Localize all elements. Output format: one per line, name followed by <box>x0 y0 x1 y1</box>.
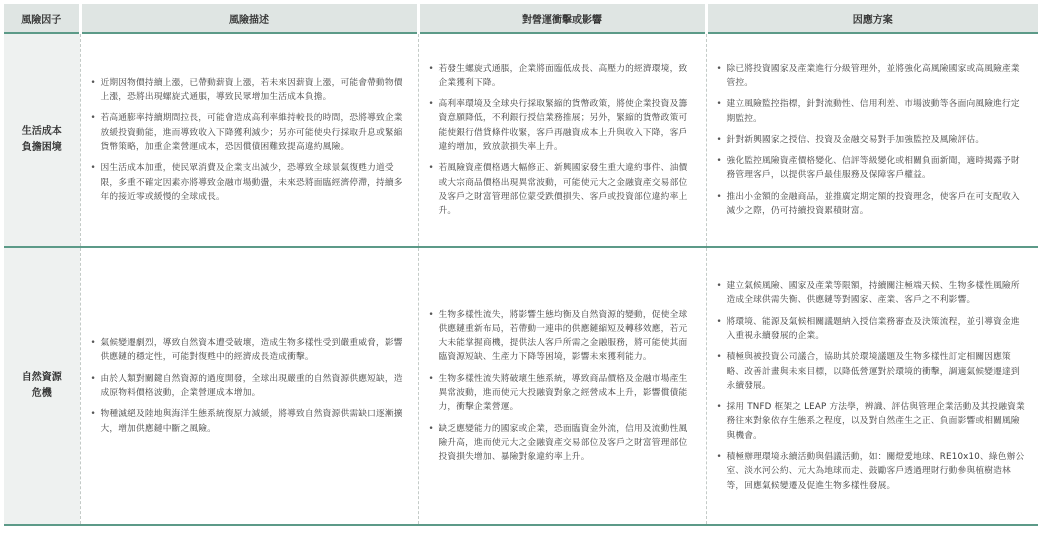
list-item: • 生物多樣性流失，將影響生態均衡及自然資源的變動，促使全球供應鏈重新布局，若帶動一連串的供應鏈縮短及轉移效應，若元大未能掌握商機，提供法人客戶所需之金融服務，將可能使其面臨資源短缺、生產力下降等困境，影響未來獲利能力。 <box>429 308 694 365</box>
header-impact: 對營運衝擊或影響 <box>418 4 706 33</box>
list-item: • 針對新興國家之授信、投資及金融交易對手加強監控及風險評估。 <box>717 133 1027 147</box>
impact-cell <box>418 33 706 247</box>
list-item: • 因生活成本加重，使民眾消費及企業支出減少，恐導致全球景氣復甦力道受限，多重不確定因素亦將導致金融市場動盪，未來恐將面臨經濟停滯，持續多年的接近零或緩慢的全球成長。 <box>91 161 406 204</box>
header-factor: 風險因子 <box>4 4 80 33</box>
list-item: • 推出小金額的金融商品，並推廣定期定額的投資理念，使客戶在可支配收入減少之際，仍可持續投資累積財富。 <box>717 190 1027 219</box>
list-item: • 若發生螺旋式通脹，企業將面臨低成長、高壓力的經濟環境，致企業獲利下降。 <box>429 62 694 91</box>
response-cell <box>706 247 1038 525</box>
risk-factor-cell <box>4 247 80 525</box>
list-item: • 物種滅絕及陸地與海洋生態系統復原力減緩，將導致自然資源供需缺口逐漸擴大，增加供應鏈中斷之風險。 <box>91 407 406 436</box>
list-item: • 若風險資產價格遇大幅修正、新興國家發生重大違約事件、油價或大宗商品價格出現異常波動，可能使元大之金融資產交易部位及客戶之財富管理部位蒙受跌價損失、客戶或投資部位違約率上升。 <box>429 161 694 218</box>
table-row <box>4 247 1038 525</box>
risk-table <box>4 4 1038 526</box>
risk-description-cell <box>80 247 418 525</box>
response-cell <box>706 33 1038 247</box>
list-item: • 積極辦理環境永續活動與倡議活動，如：關燈愛地球、RE10x10、綠色辦公室、淡水河公約、元大為地球而走、鼓勵客戶透過理財行動參與植樹造林等，回應氣候變遷及促進生物多樣性發展。 <box>717 450 1027 493</box>
list-item: • 生物多樣性流失將破壞生態系統，導致商品價格及金融市場產生異常波動，進而使元大投融資對象之經營成本上升，影響償債能力，衝擊企業營運。 <box>429 372 694 415</box>
list-item: • 由於人類對關鍵自然資源的過度開發，全球出現嚴重的自然資源供應短缺，造成原物料價格波動，企業營運成本增加。 <box>91 372 406 401</box>
list-item: • 強化監控風險資產價格變化、信評等級變化或相關負面新聞，適時揭露予財務管理客戶，以提供客戶最佳服務及保障客戶權益。 <box>717 154 1027 183</box>
risk-factor-label: 生活成本 負擔困境 <box>21 126 62 153</box>
impact-cell <box>418 247 706 525</box>
risk-factor-label: 自然資源 危機 <box>21 372 62 399</box>
list-item: • 建立氣候風險、國家及產業等限額，持續關注極端天候、生物多樣性風險所造成全球供需失衡、供應鏈等對國家、產業、客戶之不利影響。 <box>717 279 1027 308</box>
table-row <box>4 33 1038 247</box>
header-response: 因應方案 <box>706 4 1038 33</box>
header-row <box>4 4 1038 33</box>
list-item: • 若高通膨率持續期間拉長，可能會造成高利率維持較長的時間，恐將導致企業放緩投資動能，進而導致收入下降獲利減少；另亦可能使央行採取升息或緊縮貨幣策略，加重企業營運成本，恐因償債困難致提高違約風險。 <box>91 111 406 154</box>
list-item: • 除已將投資國家及產業進行分級管理外，並將強化高風險國家或高風險產業管控。 <box>717 62 1027 91</box>
list-item: • 積極與被投資公司議合，協助其於環境議題及生物多樣性訂定相關因應策略、改善計畫與未來目標，以降低營運對於環境的衝擊，調適氣候變遷達到永續發展。 <box>717 350 1027 393</box>
list-item: • 高利率環境及全球央行採取緊縮的貨幣政策，將使企業投資及籌資意願降低，不利銀行授信業務推展；另外，緊縮的貨幣政策可能使銀行借貸條件收緊，客戶再融資成本上升與收入下降，客戶違約增加，致放款損失率上升。 <box>429 97 694 154</box>
risk-factor-cell <box>4 33 80 247</box>
list-item: • 近期因物價持續上漲，已帶動薪資上漲，若未來因薪資上漲，可能會帶動物價上漲，恐將出現螺旋式通脹，導致民眾增加生活成本負擔。 <box>91 76 406 105</box>
list-item: • 缺乏應變能力的國家或企業，恐面臨資金外流，信用及流動性風險升高，進而使元大之金融資產交易部位及客戶之財富管理部位投資損失增加、暴險對象違約率上升。 <box>429 422 694 465</box>
list-item: • 將環境、能源及氣候相關議題納入授信業務審查及決策流程，並引導資金進入重視永續發展的企業。 <box>717 315 1027 344</box>
list-item: • 氣候變遷劇烈，導致自然資本遭受破壞，造成生物多樣性受到嚴重威脅，影響供應鏈的穩定性，可能對復甦中的經濟成長造成衝擊。 <box>91 336 406 365</box>
list-item: • 建立風險監控指標，針對流動性、信用利差、市場波動等各面向風險進行定期監控。 <box>717 97 1027 126</box>
list-item: • 採用 TNFD 框架之 LEAP 方法學，辨識、評估與管理企業活動及其投融資業務往來對象依存生態系之程度，以及對自然產生之正、負面影響或相關風險與機會。 <box>717 400 1027 443</box>
risk-description-cell <box>80 33 418 247</box>
header-description: 風險描述 <box>80 4 418 33</box>
